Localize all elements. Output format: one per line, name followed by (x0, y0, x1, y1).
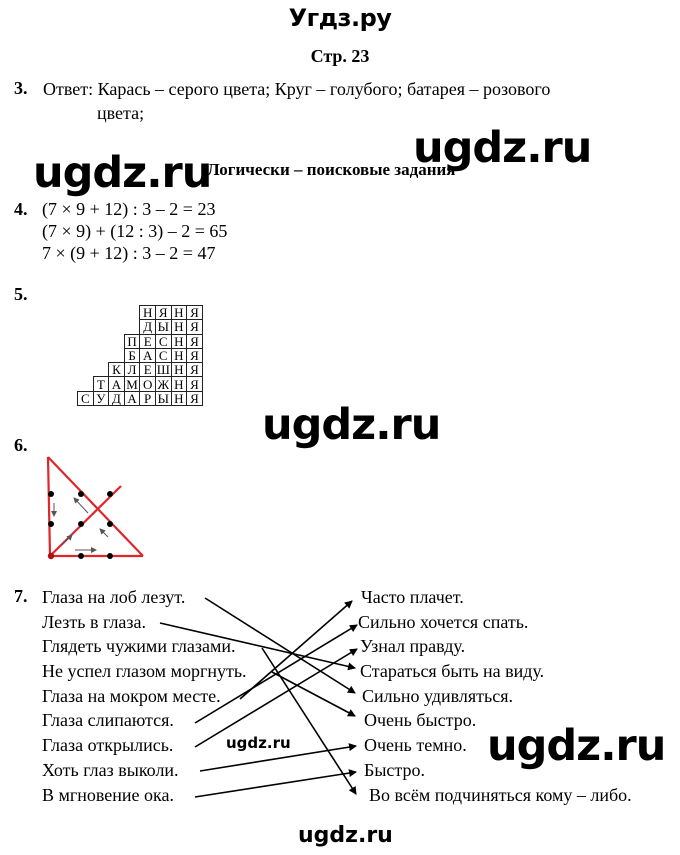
meaning-right-7: Очень темно. (364, 735, 467, 755)
meaning-right-6: Очень быстро. (364, 710, 477, 730)
grid-cell: Н (171, 334, 187, 348)
word-ladder-grid (77, 305, 203, 406)
grid-cell: Д (109, 391, 125, 405)
grid-cell: К (109, 363, 125, 377)
watermark: ugdz.ru (487, 721, 666, 771)
grid-cell: Ы (155, 391, 171, 405)
grid-cell: Е (140, 363, 156, 377)
grid-row (78, 306, 203, 320)
equation-2: (7 × 9) + (12 : 3) – 2 = 65 (42, 221, 228, 241)
meaning-right-8: Быстро. (364, 760, 426, 780)
grid-cell: Н (171, 377, 187, 391)
task-4-number: 4. (14, 199, 28, 219)
grid-cell: Н (171, 320, 187, 334)
grid-cell: Е (140, 334, 156, 348)
idiom-left-3: Глядеть чужими глазами. (42, 636, 236, 656)
grid-cell: А (124, 391, 140, 405)
grid-cell: О (140, 377, 156, 391)
site-title: Угдз.ру (288, 4, 392, 32)
task-3-number: 3. (14, 78, 28, 98)
grid-row (78, 334, 203, 348)
watermark: ugdz.ru (226, 734, 291, 752)
meaning-right-1: Часто плачет. (361, 587, 464, 607)
grid-cell: У (93, 391, 109, 405)
grid-cell: П (124, 334, 140, 348)
grid-cell: Я (187, 377, 203, 391)
grid-cell: Я (187, 334, 203, 348)
idiom-left-4: Не успел глазом моргнуть. (42, 661, 247, 681)
grid-cell: Н (171, 348, 187, 362)
watermark: ugdz.ru (413, 123, 592, 173)
grid-row (78, 320, 203, 334)
grid-cell: Я (187, 363, 203, 377)
idiom-left-8: Хоть глаз выколи. (42, 760, 179, 780)
idiom-left-9: В мгновение ока. (42, 785, 175, 805)
grid-row (78, 363, 203, 377)
grid-cell: С (155, 348, 171, 362)
meaning-right-9: Во всём подчиняться кому – либо. (369, 785, 632, 805)
grid-row (78, 377, 203, 391)
task-3-answer-line2: цвета; (97, 103, 145, 123)
watermark: ugdz.ru (298, 823, 393, 848)
idiom-left-7: Глаза открылись. (42, 735, 174, 755)
watermark: ugdz.ru (262, 400, 441, 450)
grid-cell: Ж (157, 376, 170, 392)
grid-cell: Т (93, 377, 109, 391)
grid-cell: А (140, 348, 156, 362)
grid-cell: Я (155, 306, 171, 320)
idiom-left-6: Глаза слипаются. (42, 710, 174, 730)
grid-cell: А (109, 377, 125, 391)
page-reference: Стр. 23 (310, 46, 370, 66)
grid-row (78, 348, 203, 362)
grid-cell: Я (187, 306, 203, 320)
task-6-number: 6. (14, 435, 28, 455)
grid-cell: С (78, 391, 94, 405)
section-heading: Логически – поисковые задания (207, 160, 456, 179)
task-3-answer-line1: Ответ: Карась – серого цвета; Круг – голубого; батарея – розового (43, 79, 551, 99)
grid-cell: Р (140, 391, 156, 405)
meaning-right-5: Сильно удивляться. (362, 686, 513, 706)
grid-cell: Н (140, 306, 156, 320)
grid-cell: Н (171, 391, 187, 405)
grid-cell: Ш (156, 362, 170, 378)
grid-cell: Н (171, 363, 187, 377)
task-7-number: 7. (14, 586, 28, 606)
equation-3: 7 × (9 + 12) : 3 – 2 = 47 (42, 243, 216, 263)
dots (48, 491, 113, 559)
grid-cell: Я (187, 320, 203, 334)
grid-cell: Ы (155, 320, 171, 334)
equation-1: (7 × 9 + 12) : 3 – 2 = 23 (42, 199, 216, 219)
watermark: ugdz.ru (33, 148, 212, 198)
direction-arrows (54, 498, 108, 550)
grid-cell: Л (124, 363, 140, 377)
grid-cell: Я (187, 348, 203, 362)
grid-row (78, 391, 203, 405)
grid-cell: Я (187, 391, 203, 405)
grid-cell: Д (140, 320, 156, 334)
triangle-lines (48, 457, 143, 556)
idiom-left-1: Глаза на лоб лезут. (42, 587, 186, 607)
meaning-right-4: Стараться быть на виду. (360, 661, 545, 681)
meaning-right-2: Сильно хочется спать. (358, 612, 529, 632)
grid-cell: Н (171, 306, 187, 320)
task-5-number: 5. (14, 284, 28, 304)
grid-cell: Б (124, 348, 140, 362)
grid-cell: М (124, 377, 140, 391)
idiom-left-5: Глаза на мокром месте. (42, 686, 221, 706)
meaning-right-3: Узнал правду. (360, 636, 466, 656)
idiom-left-2: Лезть в глаза. (42, 612, 147, 632)
grid-cell: С (155, 334, 171, 348)
